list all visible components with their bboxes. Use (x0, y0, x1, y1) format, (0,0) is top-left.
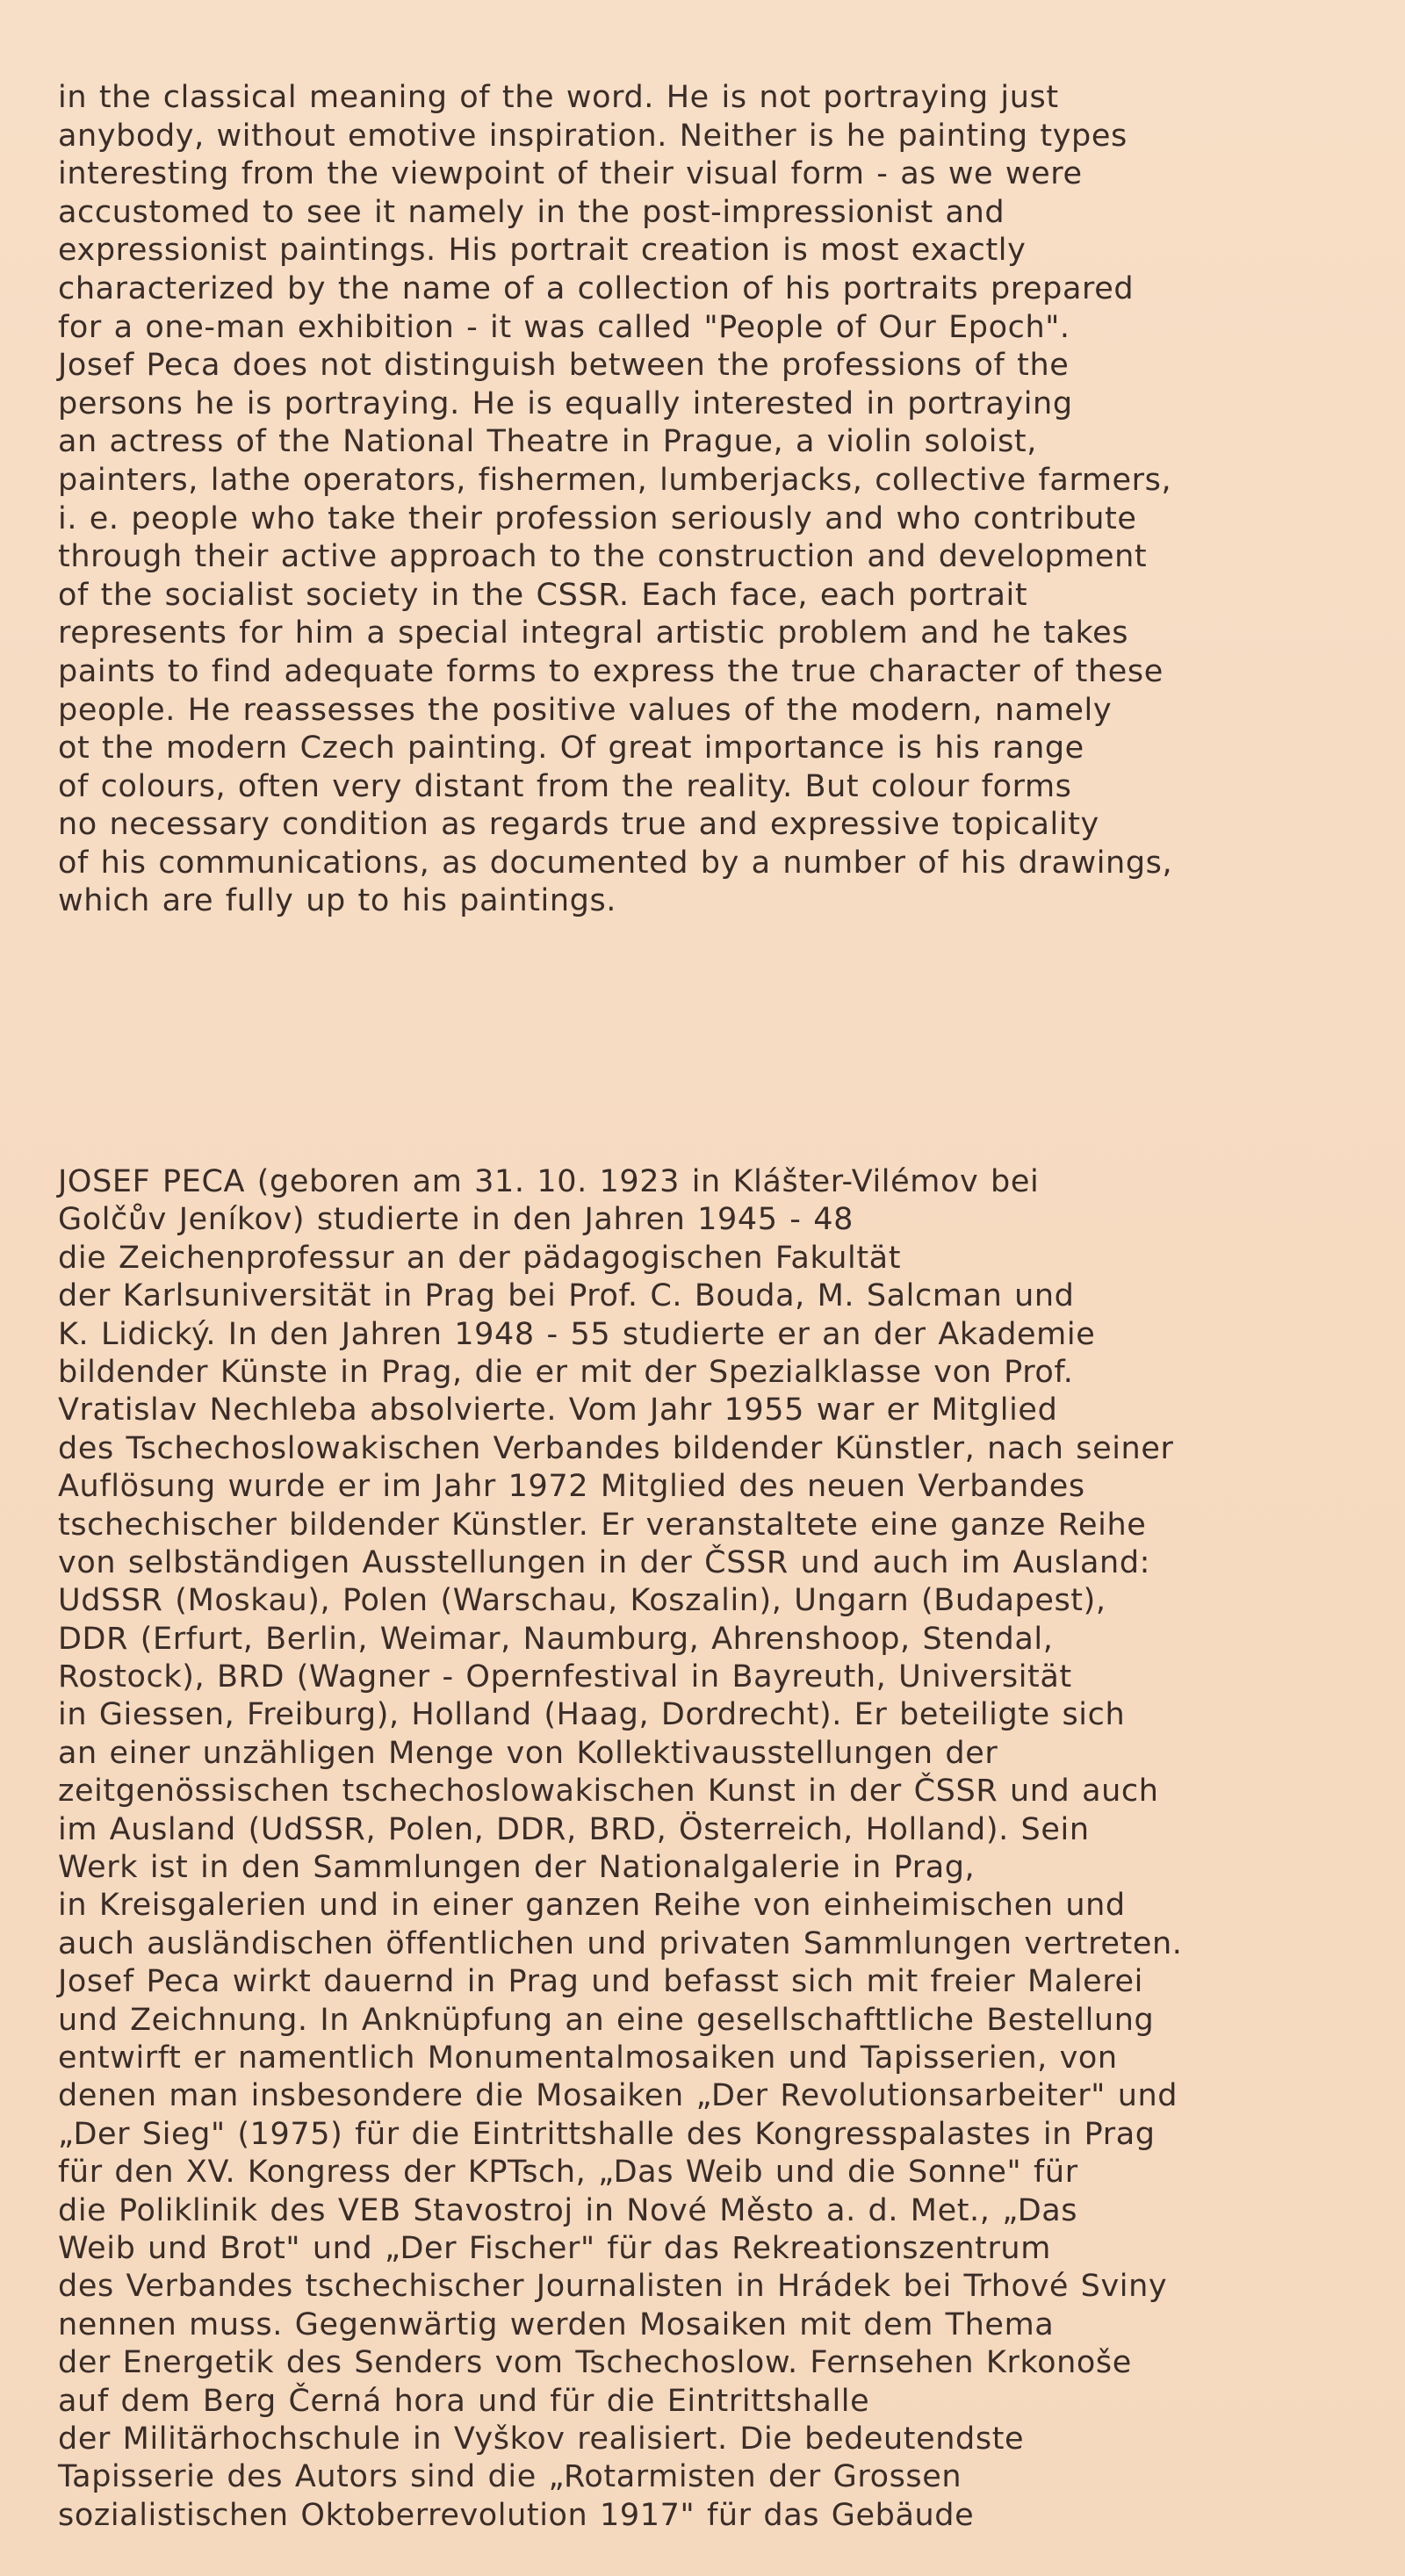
text-line: of the socialist society in the CSSR. Each face, each portrait (58, 577, 1028, 613)
text-line: represents for him a special integral artistic problem and he takes (58, 615, 1129, 651)
text-line: Weib und Brot" und „Der Fischer" für das Rekreationszentrum (58, 2230, 1051, 2266)
text-line: Josef Peca wirkt dauernd in Prag und befasst sich mit freier Malerei (58, 1964, 1143, 2000)
text-line: des Verbandes tschechischer Journalisten in Hrádek bei Trhové Sviny (58, 2269, 1168, 2305)
text-line: entwirft er namentlich Monumentalmosaiken und Tapisserien, von (58, 2040, 1118, 2076)
text-line: DDR (Erfurt, Berlin, Weimar, Naumburg, Ahrenshoop, Stendal, (58, 1621, 1054, 1657)
text-line: ot the modern Czech painting. Of great importance is his range (58, 730, 1084, 766)
text-line: sozialistischen Oktoberrevolution 1917" für das Gebäude (58, 2497, 975, 2533)
text-line: auf dem Berg Černá hora und für die Eintrittshalle (58, 2383, 870, 2419)
text-line: painters, lathe operators, fishermen, lumberjacks, collective farmers, (58, 462, 1172, 498)
text-line: anybody, without emotive inspiration. Neither is he painting types (58, 118, 1128, 154)
text-line: Josef Peca does not distinguish between the professions of the (58, 348, 1070, 384)
text-line: an einer unzähligen Menge von Kollektivausstellungen der (58, 1735, 998, 1771)
text-line: K. Lidický. In den Jahren 1948 - 55 studierte er an der Akademie (58, 1316, 1096, 1352)
text-line: die Poliklinik des VEB Stavostroj in Nové Město a. d. Met., „Das (58, 2192, 1078, 2228)
text-line: bildender Künste in Prag, die er mit der Spezialklasse von Prof. (58, 1354, 1074, 1390)
text-line: i. e. people who take their profession seriously and who contribute (58, 500, 1137, 536)
text-line: Auflösung wurde er im Jahr 1972 Mitglied des neuen Verbandes (58, 1469, 1085, 1505)
text-line: Werk ist in den Sammlungen der Nationalgalerie in Prag, (58, 1850, 976, 1886)
text-line: und Zeichnung. In Anknüpfung an eine gesellschafttliche Bestellung (58, 2002, 1155, 2038)
text-line: im Ausland (UdSSR, Polen, DDR, BRD, Österreich, Holland). Sein (58, 1811, 1090, 1847)
text-line: UdSSR (Moskau), Polen (Warschau, Koszalin), Ungarn (Budapest), (58, 1583, 1106, 1619)
text-line: Tapisserie des Autors sind die „Rotarmisten der Grossen (58, 2459, 962, 2495)
english-paragraph (58, 79, 1375, 921)
text-line: nennen muss. Gegenwärtig werden Mosaiken mit dem Thema (58, 2306, 1055, 2342)
text-line: denen man insbesondere die Mosaiken „Der Revolutionsarbeiter" und (58, 2078, 1178, 2114)
text-line: tschechischer bildender Künstler. Er veranstaltete eine ganze Reihe (58, 1507, 1147, 1543)
text-line: zeitgenössischen tschechoslowakischen Kunst in der ČSSR und auch (58, 1774, 1159, 1810)
text-line: characterized by the name of a collection of his portraits prepared (58, 270, 1135, 306)
text-line: Vratislav Nechleba absolvierte. Vom Jahr 1955 war er Mitglied (58, 1392, 1058, 1428)
text-line: der Militärhochschule in Vyškov realisiert. Die bedeutendste (58, 2421, 1025, 2457)
text-line: die Zeichenprofessur an der pädagogischen Fakultät (58, 1240, 902, 1276)
text-line: Rostock), BRD (Wagner - Opernfestival in Bayreuth, Universität (58, 1659, 1072, 1695)
text-line: of colours, often very distant from the reality. But colour forms (58, 768, 1072, 804)
text-line: Golčův Jeníkov) studierte in den Jahren 1945 - 48 (58, 1202, 854, 1238)
text-line: which are fully up to his paintings. (58, 883, 617, 919)
text-line: JOSEF PECA (geboren am 31. 10. 1923 in Klášter-Vilémov bei (58, 1164, 1040, 1199)
text-line: in Giessen, Freiburg), Holland (Haag, Dordrecht). Er beteiligte sich (58, 1697, 1126, 1733)
text-line: in Kreisgalerien und in einer ganzen Reihe von einheimischen und (58, 1888, 1126, 1924)
text-line: von selbständigen Ausstellungen in der ČSSR und auch im Ausland: (58, 1544, 1151, 1580)
text-line: der Karlsuniversität in Prag bei Prof. C. Bouda, M. Salcman und (58, 1278, 1075, 1314)
text-line: expressionist paintings. His portrait creation is most exactly (58, 233, 1027, 269)
text-line: people. He reassesses the positive values of the modern, namely (58, 692, 1113, 728)
text-line: der Energetik des Senders vom Tschechoslow. Fernsehen Krkonoše (58, 2345, 1132, 2381)
text-line: no necessary condition as regards true and expressive topicality (58, 807, 1099, 843)
text-line: auch ausländischen öffentlichen und privaten Sammlungen vertreten. (58, 1925, 1183, 1961)
text-line: through their active approach to the construction and development (58, 539, 1148, 575)
text-line: in the classical meaning of the word. He is not portraying just (58, 80, 1059, 115)
text-line: „Der Sieg" (1975) für die Eintrittshalle des Kongresspalastes in Prag (58, 2116, 1156, 2152)
text-line: an actress of the National Theatre in Prague, a violin soloist, (58, 424, 1037, 460)
text-line: of his communications, as documented by a number of his drawings, (58, 845, 1173, 881)
text-line: für den XV. Kongress der KPTsch, „Das Weib und die Sonne" für (58, 2155, 1078, 2191)
text-line: persons he is portraying. He is equally interested in portraying (58, 385, 1073, 421)
text-line: des Tschechoslowakischen Verbandes bildender Künstler, nach seiner (58, 1430, 1174, 1466)
german-paragraph (58, 1163, 1375, 2535)
text-line: for a one-man exhibition - it was called "People of Our Epoch". (58, 309, 1070, 345)
text-line: interesting from the viewpoint of their visual form - as we were (58, 156, 1083, 192)
text-line: accustomed to see it namely in the post-impressionist and (58, 194, 1005, 230)
text-line: paints to find adequate forms to express the true character of these (58, 653, 1164, 689)
